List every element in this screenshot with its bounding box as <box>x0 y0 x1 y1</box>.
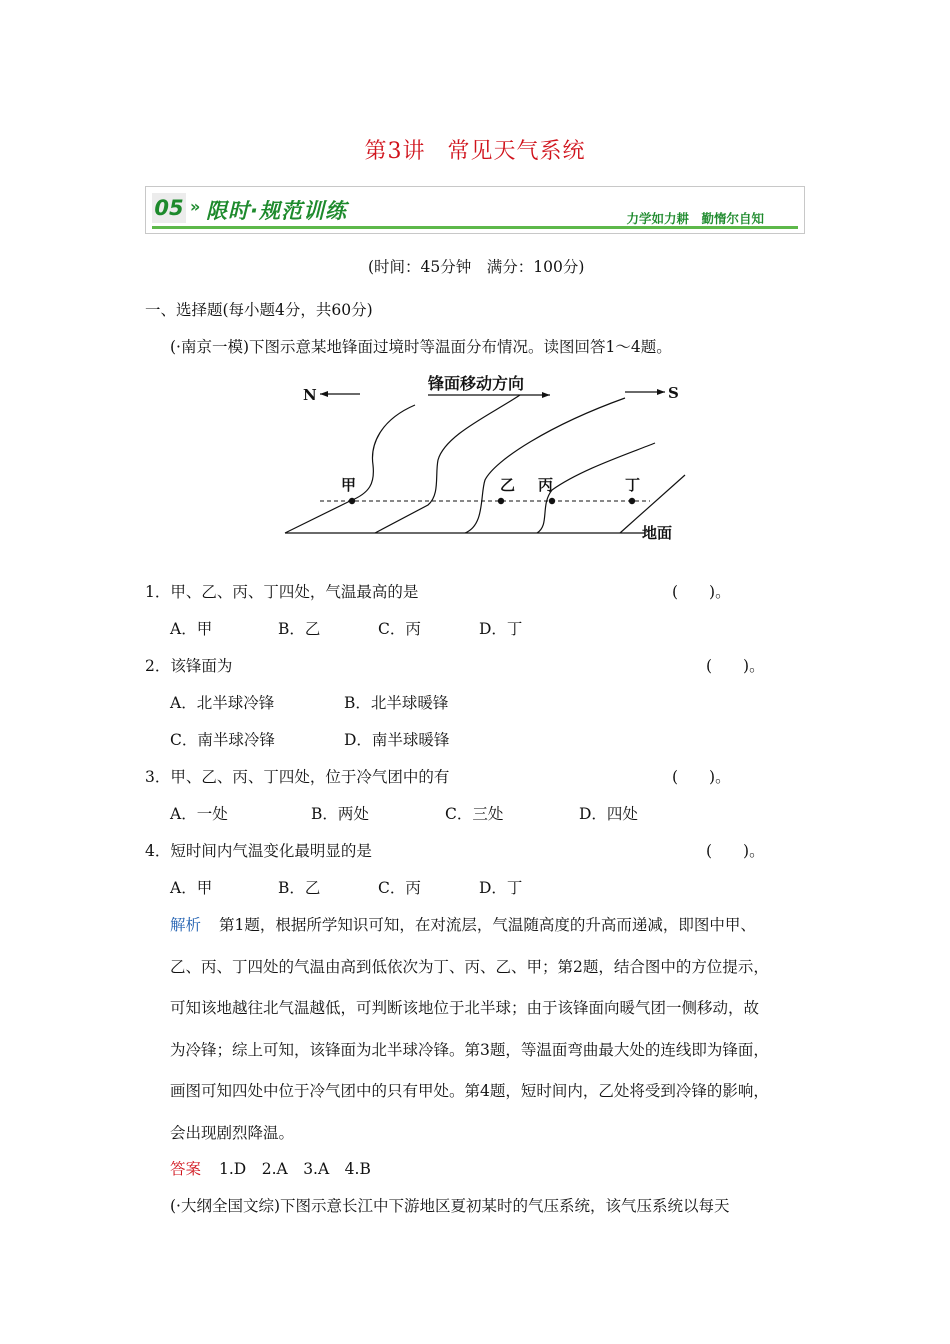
analysis-line-1: 第1题，根据所学知识可知，在对流层，气温随高度的升高而递减，即图中甲、 <box>219 916 756 934</box>
question-1-option-d: D．丁 <box>479 620 523 638</box>
north-arrowhead-icon <box>320 391 328 397</box>
isotherm-surface-1 <box>285 405 415 533</box>
point-label-bing: 丙 <box>538 476 554 494</box>
banner-arrow-icon: » <box>190 197 201 216</box>
banner-number: 05 <box>152 193 186 223</box>
analysis-line-2: 乙、丙、丁四处的气温由高到低依次为丁、丙、乙、甲；第2题，结合图中的方位提示， <box>170 958 769 976</box>
point-yi <box>498 498 504 504</box>
question-1-option-c: C．丙 <box>378 620 421 638</box>
analysis-line-5: 画图可知四处中位于冷气团中的只有甲处。第4题，短时间内，乙处将受到冷锋的影响， <box>170 1082 769 1100</box>
front-diagram <box>280 365 700 550</box>
north-label: N <box>303 386 317 404</box>
question-3-stem: 3．甲、乙、丙、丁四处，位于冷气团中的有 <box>145 768 450 786</box>
question-3-option-c: C．三处 <box>445 805 504 823</box>
question-3-option-b: B．两处 <box>311 805 369 823</box>
banner-rule <box>152 226 798 229</box>
question-4-option-c: C．丙 <box>378 879 421 897</box>
question-3-option-a: A．一处 <box>170 805 228 823</box>
south-label: S <box>668 384 679 402</box>
question-1-stem: 1．甲、乙、丙、丁四处，气温最高的是 <box>145 583 419 601</box>
south-arrowhead-icon <box>657 389 665 395</box>
point-ding <box>629 498 635 504</box>
point-bing <box>549 498 555 504</box>
question-3-option-d: D．四处 <box>579 805 638 823</box>
banner-label: 限时·规范训练 <box>206 199 347 223</box>
analysis-line-3: 可知该地越往北气温越低，可判断该地位于北半球；由于该锋面向暖气团一侧移动，故 <box>170 999 760 1017</box>
point-label-jia: 甲 <box>341 476 357 494</box>
question-2-option-d: D．南半球暖锋 <box>344 731 450 749</box>
ground-label: 地面 <box>642 524 673 542</box>
question-intro-2: (·大纲全国文综)下图示意长江中下游地区夏初某时的气压系统，该气压系统以每天 <box>170 1197 730 1215</box>
point-label-ding: 丁 <box>625 476 641 494</box>
analysis-line-6: 会出现剧烈降温。 <box>170 1124 295 1142</box>
answer-label: 答案 <box>170 1160 202 1178</box>
question-3-bracket: ( )。 <box>672 768 731 786</box>
analysis-line-4: 为冷锋；综上可知，该锋面为北半球冷锋。第3题，等温面弯曲最大处的连线即为锋面， <box>170 1041 769 1059</box>
direction-arrowhead-icon <box>542 392 550 398</box>
question-4-option-b: B．乙 <box>278 879 321 897</box>
section-banner <box>145 186 805 234</box>
question-4-bracket: ( )。 <box>706 842 765 860</box>
banner-motto: 力学如力耕 勤惰尔自知 <box>626 211 764 226</box>
question-1-bracket: ( )。 <box>672 583 731 601</box>
point-label-yi: 乙 <box>500 476 516 494</box>
question-2-option-b: B．北半球暖锋 <box>344 694 449 712</box>
question-intro: (·南京一模)下图示意某地锋面过境时等温面分布情况。读图回答1～4题。 <box>170 338 672 356</box>
page-title <box>0 134 950 165</box>
exam-info: (时间：45分钟 满分：100分) <box>368 258 585 276</box>
question-1-option-a: A．甲 <box>170 620 213 638</box>
section-heading: 一、选择题(每小题4分，共60分) <box>145 301 373 319</box>
answer-text: 1.D 2.A 3.A 4.B <box>219 1160 371 1178</box>
question-2-option-a: A．北半球冷锋 <box>170 694 275 712</box>
direction-label: 锋面移动方向 <box>428 374 525 393</box>
question-2-option-c: C．南半球冷锋 <box>170 731 275 749</box>
analysis-label: 解析 <box>170 916 202 934</box>
title-main: 第3讲 <box>364 139 426 164</box>
question-4-stem: 4．短时间内气温变化最明显的是 <box>145 842 372 860</box>
question-2-stem: 2．该锋面为 <box>145 657 233 675</box>
point-jia <box>349 498 355 504</box>
question-1-option-b: B．乙 <box>278 620 321 638</box>
question-2-bracket: ( )。 <box>706 657 765 675</box>
question-4-option-d: D．丁 <box>479 879 523 897</box>
question-4-option-a: A．甲 <box>170 879 213 897</box>
title-sub: 常见天气系统 <box>447 139 586 164</box>
